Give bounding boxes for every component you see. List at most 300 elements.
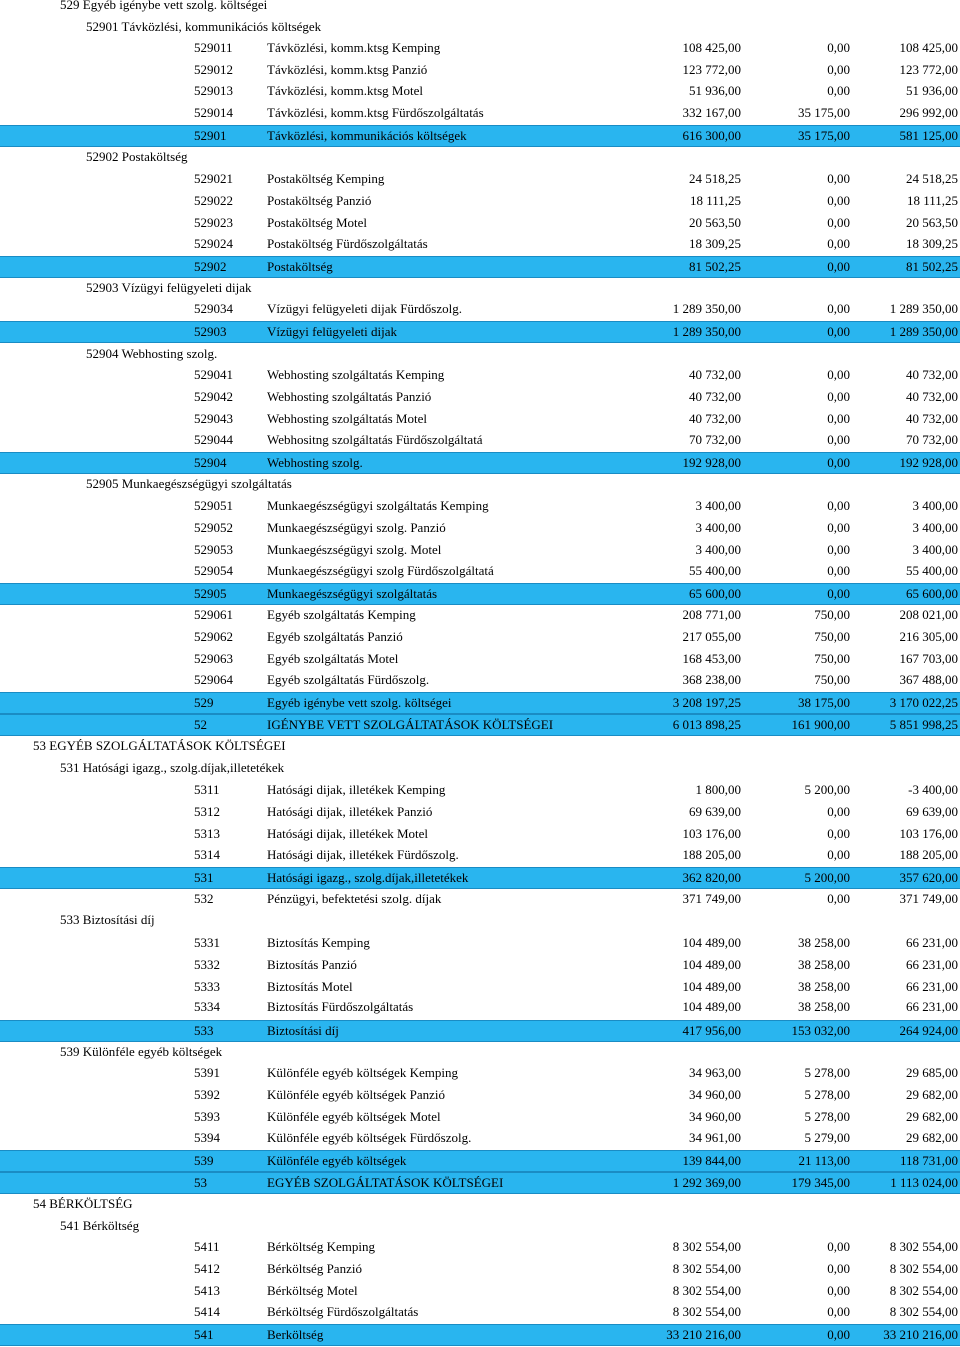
subtotal-row [0, 714, 960, 736]
balance-amount: 70 732,00 [906, 432, 958, 447]
debit-amount: 103 176,00 [682, 826, 741, 841]
credit-amount: 5 200,00 [804, 782, 850, 797]
credit-amount: 750,00 [814, 651, 850, 666]
account-code: 53 [194, 1175, 207, 1190]
account-code: 541 [194, 1327, 214, 1342]
credit-amount: 38 175,00 [798, 695, 850, 710]
account-name: Hatósági igazg., szolg.díjak,illetetékek [267, 870, 469, 885]
subtotal-row [0, 1324, 960, 1346]
section-heading-row [0, 1216, 960, 1236]
balance-amount: 69 639,00 [906, 804, 958, 819]
ledger-row [0, 889, 960, 909]
debit-amount: 104 489,00 [682, 999, 741, 1014]
debit-amount: 40 732,00 [689, 389, 741, 404]
credit-amount: 0,00 [827, 804, 850, 819]
credit-amount: 750,00 [814, 629, 850, 644]
ledger-row [0, 1237, 960, 1257]
section-heading: 533 Biztosítási díj [60, 912, 155, 927]
account-name: Postaköltség Panzió [267, 193, 372, 208]
balance-amount: 29 682,00 [906, 1130, 958, 1145]
credit-amount: 0,00 [827, 40, 850, 55]
debit-amount: 18 111,25 [689, 193, 741, 208]
balance-amount: 296 992,00 [899, 105, 958, 120]
debit-amount: 362 820,00 [682, 870, 741, 885]
balance-amount: 123 772,00 [899, 62, 958, 77]
account-name: Vízügyi felügyeleti dijak Fürdőszolg. [267, 301, 462, 316]
debit-amount: 1 800,00 [695, 782, 741, 797]
debit-amount: 1 289 350,00 [672, 301, 741, 316]
credit-amount: 38 258,00 [798, 935, 850, 950]
balance-amount: 55 400,00 [906, 563, 958, 578]
credit-amount: 0,00 [827, 83, 850, 98]
balance-amount: 65 600,00 [906, 586, 958, 601]
account-code: 529041 [194, 367, 233, 382]
debit-amount: 70 732,00 [689, 432, 741, 447]
account-name: EGYÉB SZOLGÁLTATÁSOK KÖLTSÉGEI [267, 1175, 504, 1190]
account-code: 5393 [194, 1109, 220, 1124]
account-name: Bérköltség Kemping [267, 1239, 375, 1254]
credit-amount: 0,00 [827, 542, 850, 557]
account-code: 529061 [194, 607, 233, 622]
account-code: 529051 [194, 498, 233, 513]
ledger-row [0, 409, 960, 429]
section-heading-row [0, 1194, 960, 1214]
debit-amount: 18 309,25 [689, 236, 741, 251]
credit-amount: 0,00 [827, 891, 850, 906]
credit-amount: 0,00 [827, 215, 850, 230]
debit-amount: 8 302 554,00 [672, 1261, 741, 1276]
ledger-row [0, 213, 960, 233]
account-code: 529052 [194, 520, 233, 535]
account-name: Vízügyi felügyeleti dijak [267, 324, 397, 339]
debit-amount: 123 772,00 [682, 62, 741, 77]
balance-amount: 40 732,00 [906, 411, 958, 426]
subtotal-row [0, 1020, 960, 1042]
account-name: Egyéb szolgáltatás Panzió [267, 629, 403, 644]
balance-amount: 208 021,00 [899, 607, 958, 622]
account-code: 52902 [194, 259, 227, 274]
ledger-row [0, 955, 960, 975]
debit-amount: 33 210 216,00 [666, 1327, 741, 1342]
section-heading-row [0, 1042, 960, 1062]
credit-amount: 0,00 [827, 432, 850, 447]
account-name: Hatósági dijak, illetékek Fürdőszolg. [267, 847, 459, 862]
balance-amount: 1 289 350,00 [889, 324, 958, 339]
account-code: 5332 [194, 957, 220, 972]
balance-amount: 18 309,25 [906, 236, 958, 251]
ledger-row [0, 605, 960, 625]
account-name: Különféle egyéb költségek [267, 1153, 407, 1168]
debit-amount: 208 771,00 [682, 607, 741, 622]
credit-amount: 0,00 [827, 171, 850, 186]
ledger-row [0, 387, 960, 407]
debit-amount: 34 960,00 [689, 1109, 741, 1124]
balance-amount: 371 749,00 [899, 891, 958, 906]
account-name: Berköltség [267, 1327, 324, 1342]
debit-amount: 332 167,00 [682, 105, 741, 120]
account-code: 529014 [194, 105, 233, 120]
balance-amount: 29 682,00 [906, 1109, 958, 1124]
section-heading-row [0, 736, 960, 756]
ledger-row [0, 977, 960, 997]
credit-amount: 179 345,00 [791, 1175, 850, 1190]
account-code: 529011 [194, 40, 233, 55]
balance-amount: 51 936,00 [906, 83, 958, 98]
debit-amount: 104 489,00 [682, 935, 741, 950]
subtotal-row [0, 452, 960, 474]
section-heading: 541 Bérköltség [60, 1218, 140, 1233]
debit-amount: 6 013 898,25 [672, 717, 741, 732]
account-code: 529064 [194, 672, 233, 687]
balance-amount: 66 231,00 [906, 935, 958, 950]
ledger-row [0, 933, 960, 953]
section-heading-row [0, 147, 960, 167]
credit-amount: 750,00 [814, 607, 850, 622]
debit-amount: 616 300,00 [682, 128, 741, 143]
section-heading: 539 Különféle egyéb költségek [60, 1044, 223, 1059]
balance-amount: 40 732,00 [906, 367, 958, 382]
ledger-row [0, 81, 960, 101]
credit-amount: 0,00 [827, 324, 850, 339]
balance-amount: 264 924,00 [899, 1023, 958, 1038]
debit-amount: 8 302 554,00 [672, 1283, 741, 1298]
ledger-row [0, 845, 960, 865]
account-code: 529063 [194, 651, 233, 666]
debit-amount: 65 600,00 [689, 586, 741, 601]
debit-amount: 34 963,00 [689, 1065, 741, 1080]
account-code: 529 [194, 695, 214, 710]
account-code: 5392 [194, 1087, 220, 1102]
credit-amount: 21 113,00 [798, 1153, 850, 1168]
account-name: Távközlési, komm.ktsg Fürdőszolgáltatás [267, 105, 484, 120]
debit-amount: 168 453,00 [682, 651, 741, 666]
credit-amount: 38 258,00 [798, 957, 850, 972]
balance-amount: 5 851 998,25 [889, 717, 958, 732]
ledger-row [0, 1302, 960, 1322]
balance-amount: 108 425,00 [899, 40, 958, 55]
account-name: Távközlési, komm.ktsg Kemping [267, 40, 441, 55]
credit-amount: 0,00 [827, 301, 850, 316]
debit-amount: 417 956,00 [682, 1023, 741, 1038]
account-name: Postaköltség Kemping [267, 171, 385, 186]
credit-amount: 0,00 [827, 586, 850, 601]
debit-amount: 108 425,00 [682, 40, 741, 55]
credit-amount: 0,00 [827, 520, 850, 535]
subtotal-row [0, 256, 960, 278]
balance-amount: 29 685,00 [906, 1065, 958, 1080]
account-code: 52904 [194, 455, 227, 470]
section-heading-row [0, 344, 960, 364]
account-name: Munkaegészségügyi szolgáltatás [267, 586, 438, 601]
section-heading: 53 EGYÉB SZOLGÁLTATÁSOK KÖLTSÉGEI [33, 738, 286, 753]
debit-amount: 3 400,00 [695, 520, 741, 535]
balance-amount: 3 400,00 [912, 520, 958, 535]
account-code: 529024 [194, 236, 233, 251]
section-heading: 52903 Vízügyi felügyeleti dijak [86, 280, 252, 295]
account-name: IGÉNYBE VETT SZOLGÁLTATÁSOK KÖLTSÉGEI [267, 717, 554, 732]
section-heading: 52901 Távközlési, kommunikációs költségek [86, 19, 322, 34]
account-code: 52905 [194, 586, 227, 601]
ledger-row [0, 234, 960, 254]
ledger-row [0, 103, 960, 123]
ledger-row [0, 518, 960, 538]
account-name: Hatósági dijak, illetékek Kemping [267, 782, 446, 797]
ledger-row [0, 169, 960, 189]
account-name: Biztosítás Motel [267, 979, 353, 994]
credit-amount: 0,00 [827, 367, 850, 382]
account-code: 529012 [194, 62, 233, 77]
account-name: Webhosting szolg. [267, 455, 363, 470]
account-name: Távközlési, kommunikációs költségek [267, 128, 467, 143]
credit-amount: 153 032,00 [791, 1023, 850, 1038]
account-code: 52901 [194, 128, 227, 143]
debit-amount: 3 208 197,25 [672, 695, 741, 710]
balance-amount: 8 302 554,00 [889, 1304, 958, 1319]
account-code: 5391 [194, 1065, 220, 1080]
debit-amount: 40 732,00 [689, 367, 741, 382]
balance-amount: 3 170 022,25 [889, 695, 958, 710]
account-code: 539 [194, 1153, 214, 1168]
account-name: Hatósági dijak, illetékek Motel [267, 826, 429, 841]
account-name: Biztosítás Fürdőszolgáltatás [267, 999, 414, 1014]
credit-amount: 0,00 [827, 1304, 850, 1319]
account-name: Postaköltség Fürdőszolgáltatás [267, 236, 428, 251]
account-name: Munkaegészségügyi szolgáltatás Kemping [267, 498, 489, 513]
balance-amount: 357 620,00 [899, 870, 958, 885]
subtotal-row [0, 1172, 960, 1194]
credit-amount: 0,00 [827, 826, 850, 841]
account-name: Bérköltség Motel [267, 1283, 358, 1298]
account-code: 5412 [194, 1261, 220, 1276]
subtotal-row [0, 125, 960, 147]
account-name: Webhosting szolgáltatás Motel [267, 411, 427, 426]
balance-amount: 581 125,00 [899, 128, 958, 143]
credit-amount: 0,00 [827, 236, 850, 251]
balance-amount: 66 231,00 [906, 999, 958, 1014]
account-name: Bérköltség Fürdőszolgáltatás [267, 1304, 419, 1319]
debit-amount: 104 489,00 [682, 979, 741, 994]
debit-amount: 188 205,00 [682, 847, 741, 862]
balance-amount: 81 502,25 [906, 259, 958, 274]
account-name: Munkaegészségügyi szolg. Motel [267, 542, 442, 557]
credit-amount: 0,00 [827, 1261, 850, 1276]
credit-amount: 0,00 [827, 389, 850, 404]
account-code: 5333 [194, 979, 220, 994]
account-code: 5394 [194, 1130, 220, 1145]
account-code: 5414 [194, 1304, 220, 1319]
ledger-row [0, 540, 960, 560]
section-heading: 54 BÉRKÖLTSÉG [33, 1196, 133, 1211]
balance-amount: 3 400,00 [912, 542, 958, 557]
account-name: Hatósági dijak, illetékek Panzió [267, 804, 433, 819]
account-code: 5334 [194, 999, 220, 1014]
subtotal-row [0, 321, 960, 343]
debit-amount: 3 400,00 [695, 542, 741, 557]
account-code: 531 [194, 870, 214, 885]
account-name: Távközlési, komm.ktsg Panzió [267, 62, 428, 77]
account-code: 532 [194, 891, 214, 906]
ledger-row [0, 299, 960, 319]
credit-amount: 0,00 [827, 193, 850, 208]
balance-amount: 8 302 554,00 [889, 1283, 958, 1298]
ledger-row [0, 60, 960, 80]
debit-amount: 81 502,25 [689, 259, 741, 274]
ledger-row [0, 561, 960, 581]
account-code: 5312 [194, 804, 220, 819]
ledger-row [0, 1128, 960, 1148]
ledger-row [0, 365, 960, 385]
account-code: 5313 [194, 826, 220, 841]
balance-amount: 167 703,00 [899, 651, 958, 666]
debit-amount: 8 302 554,00 [672, 1239, 741, 1254]
account-code: 529062 [194, 629, 233, 644]
credit-amount: 35 175,00 [798, 105, 850, 120]
credit-amount: 0,00 [827, 411, 850, 426]
account-name: Munkaegészségügyi szolg. Panzió [267, 520, 446, 535]
debit-amount: 8 302 554,00 [672, 1304, 741, 1319]
account-code: 5411 [194, 1239, 220, 1254]
ledger-row [0, 1085, 960, 1105]
section-heading: 529 Egyéb igénybe vett szolg. költségei [60, 0, 268, 12]
debit-amount: 192 928,00 [682, 455, 741, 470]
section-heading: 52904 Webhosting szolg. [86, 346, 218, 361]
balance-amount: 29 682,00 [906, 1087, 958, 1102]
account-name: Különféle egyéb költségek Fürdőszolg. [267, 1130, 472, 1145]
balance-amount: 18 111,25 [906, 193, 958, 208]
credit-amount: 5 279,00 [804, 1130, 850, 1145]
account-name: Bérköltség Panzió [267, 1261, 362, 1276]
debit-amount: 69 639,00 [689, 804, 741, 819]
credit-amount: 38 258,00 [798, 999, 850, 1014]
debit-amount: 34 961,00 [689, 1130, 741, 1145]
account-name: Webhosting szolgáltatás Kemping [267, 367, 445, 382]
credit-amount: 0,00 [827, 1327, 850, 1342]
ledger-row [0, 802, 960, 822]
debit-amount: 40 732,00 [689, 411, 741, 426]
debit-amount: 34 960,00 [689, 1087, 741, 1102]
account-code: 529053 [194, 542, 233, 557]
ledger-row [0, 1281, 960, 1301]
debit-amount: 371 749,00 [682, 891, 741, 906]
balance-amount: 20 563,50 [906, 215, 958, 230]
subtotal-row [0, 1150, 960, 1172]
credit-amount: 0,00 [827, 563, 850, 578]
ledger-row [0, 670, 960, 690]
ledger-row [0, 824, 960, 844]
account-name: Távközlési, komm.ktsg Motel [267, 83, 423, 98]
balance-amount: 3 400,00 [912, 498, 958, 513]
account-code: 529034 [194, 301, 233, 316]
balance-amount: 367 488,00 [899, 672, 958, 687]
account-code: 529022 [194, 193, 233, 208]
account-code: 5413 [194, 1283, 220, 1298]
section-heading: 531 Hatósági igazg., szolg.díjak,illetetékek [60, 760, 285, 775]
balance-amount: 1 289 350,00 [889, 301, 958, 316]
credit-amount: 35 175,00 [798, 128, 850, 143]
subtotal-row [0, 583, 960, 605]
account-code: 529021 [194, 171, 233, 186]
section-heading: 52902 Postaköltség [86, 149, 188, 164]
balance-amount: 118 731,00 [899, 1153, 958, 1168]
account-code: 529013 [194, 83, 233, 98]
credit-amount: 0,00 [827, 498, 850, 513]
account-code: 52903 [194, 324, 227, 339]
section-heading-row [0, 17, 960, 37]
account-name: Webhositng szolgáltatás Fürdőszolgáltatá [267, 432, 483, 447]
debit-amount: 3 400,00 [695, 498, 741, 513]
account-code: 529043 [194, 411, 233, 426]
account-code: 529044 [194, 432, 233, 447]
account-code: 5311 [194, 782, 220, 797]
section-heading: 52905 Munkaegészségügyi szolgáltatás [86, 476, 292, 491]
account-code: 529042 [194, 389, 233, 404]
account-name: Biztosítási díj [267, 1023, 339, 1038]
balance-amount: 192 928,00 [899, 455, 958, 470]
section-heading-row [0, 910, 960, 930]
balance-amount: 40 732,00 [906, 389, 958, 404]
section-heading-row [0, 278, 960, 298]
debit-amount: 24 518,25 [689, 171, 741, 186]
debit-amount: 217 055,00 [682, 629, 741, 644]
credit-amount: 5 278,00 [804, 1065, 850, 1080]
debit-amount: 1 289 350,00 [672, 324, 741, 339]
account-name: Különféle egyéb költségek Motel [267, 1109, 441, 1124]
account-name: Postaköltség Motel [267, 215, 368, 230]
credit-amount: 750,00 [814, 672, 850, 687]
ledger-row [0, 191, 960, 211]
account-name: Egyéb szolgáltatás Kemping [267, 607, 416, 622]
ledger-row [0, 1259, 960, 1279]
account-code: 529054 [194, 563, 233, 578]
account-name: Pénzügyi, befektetési szolg. díjak [267, 891, 442, 906]
balance-amount: 216 305,00 [899, 629, 958, 644]
ledger-row [0, 627, 960, 647]
debit-amount: 20 563,50 [689, 215, 741, 230]
credit-amount: 0,00 [827, 62, 850, 77]
account-name: Különféle egyéb költségek Panzió [267, 1087, 445, 1102]
account-name: Egyéb igénybe vett szolg. költségei [267, 695, 452, 710]
account-name: Webhosting szolgáltatás Panzió [267, 389, 432, 404]
balance-amount: 188 205,00 [899, 847, 958, 862]
subtotal-row [0, 867, 960, 889]
ledger-row [0, 38, 960, 58]
account-code: 533 [194, 1023, 214, 1038]
ledger-row [0, 1063, 960, 1083]
debit-amount: 139 844,00 [682, 1153, 741, 1168]
account-name: Különféle egyéb költségek Kemping [267, 1065, 458, 1080]
balance-amount: 66 231,00 [906, 979, 958, 994]
debit-amount: 104 489,00 [682, 957, 741, 972]
ledger-row [0, 430, 960, 450]
balance-amount: 8 302 554,00 [889, 1261, 958, 1276]
account-code: 529023 [194, 215, 233, 230]
debit-amount: 51 936,00 [689, 83, 741, 98]
credit-amount: 0,00 [827, 1239, 850, 1254]
credit-amount: 38 258,00 [798, 979, 850, 994]
section-heading-row [0, 474, 960, 494]
credit-amount: 0,00 [827, 455, 850, 470]
ledger-row [0, 649, 960, 669]
account-code: 5314 [194, 847, 220, 862]
account-name: Munkaegészségügyi szolg Fürdőszolgáltatá [267, 563, 494, 578]
debit-amount: 55 400,00 [689, 563, 741, 578]
account-name: Egyéb szolgáltatás Fürdőszolg. [267, 672, 430, 687]
balance-amount: 66 231,00 [906, 957, 958, 972]
credit-amount: 5 200,00 [804, 870, 850, 885]
debit-amount: 368 238,00 [682, 672, 741, 687]
balance-amount: 24 518,25 [906, 171, 958, 186]
account-code: 5331 [194, 935, 220, 950]
